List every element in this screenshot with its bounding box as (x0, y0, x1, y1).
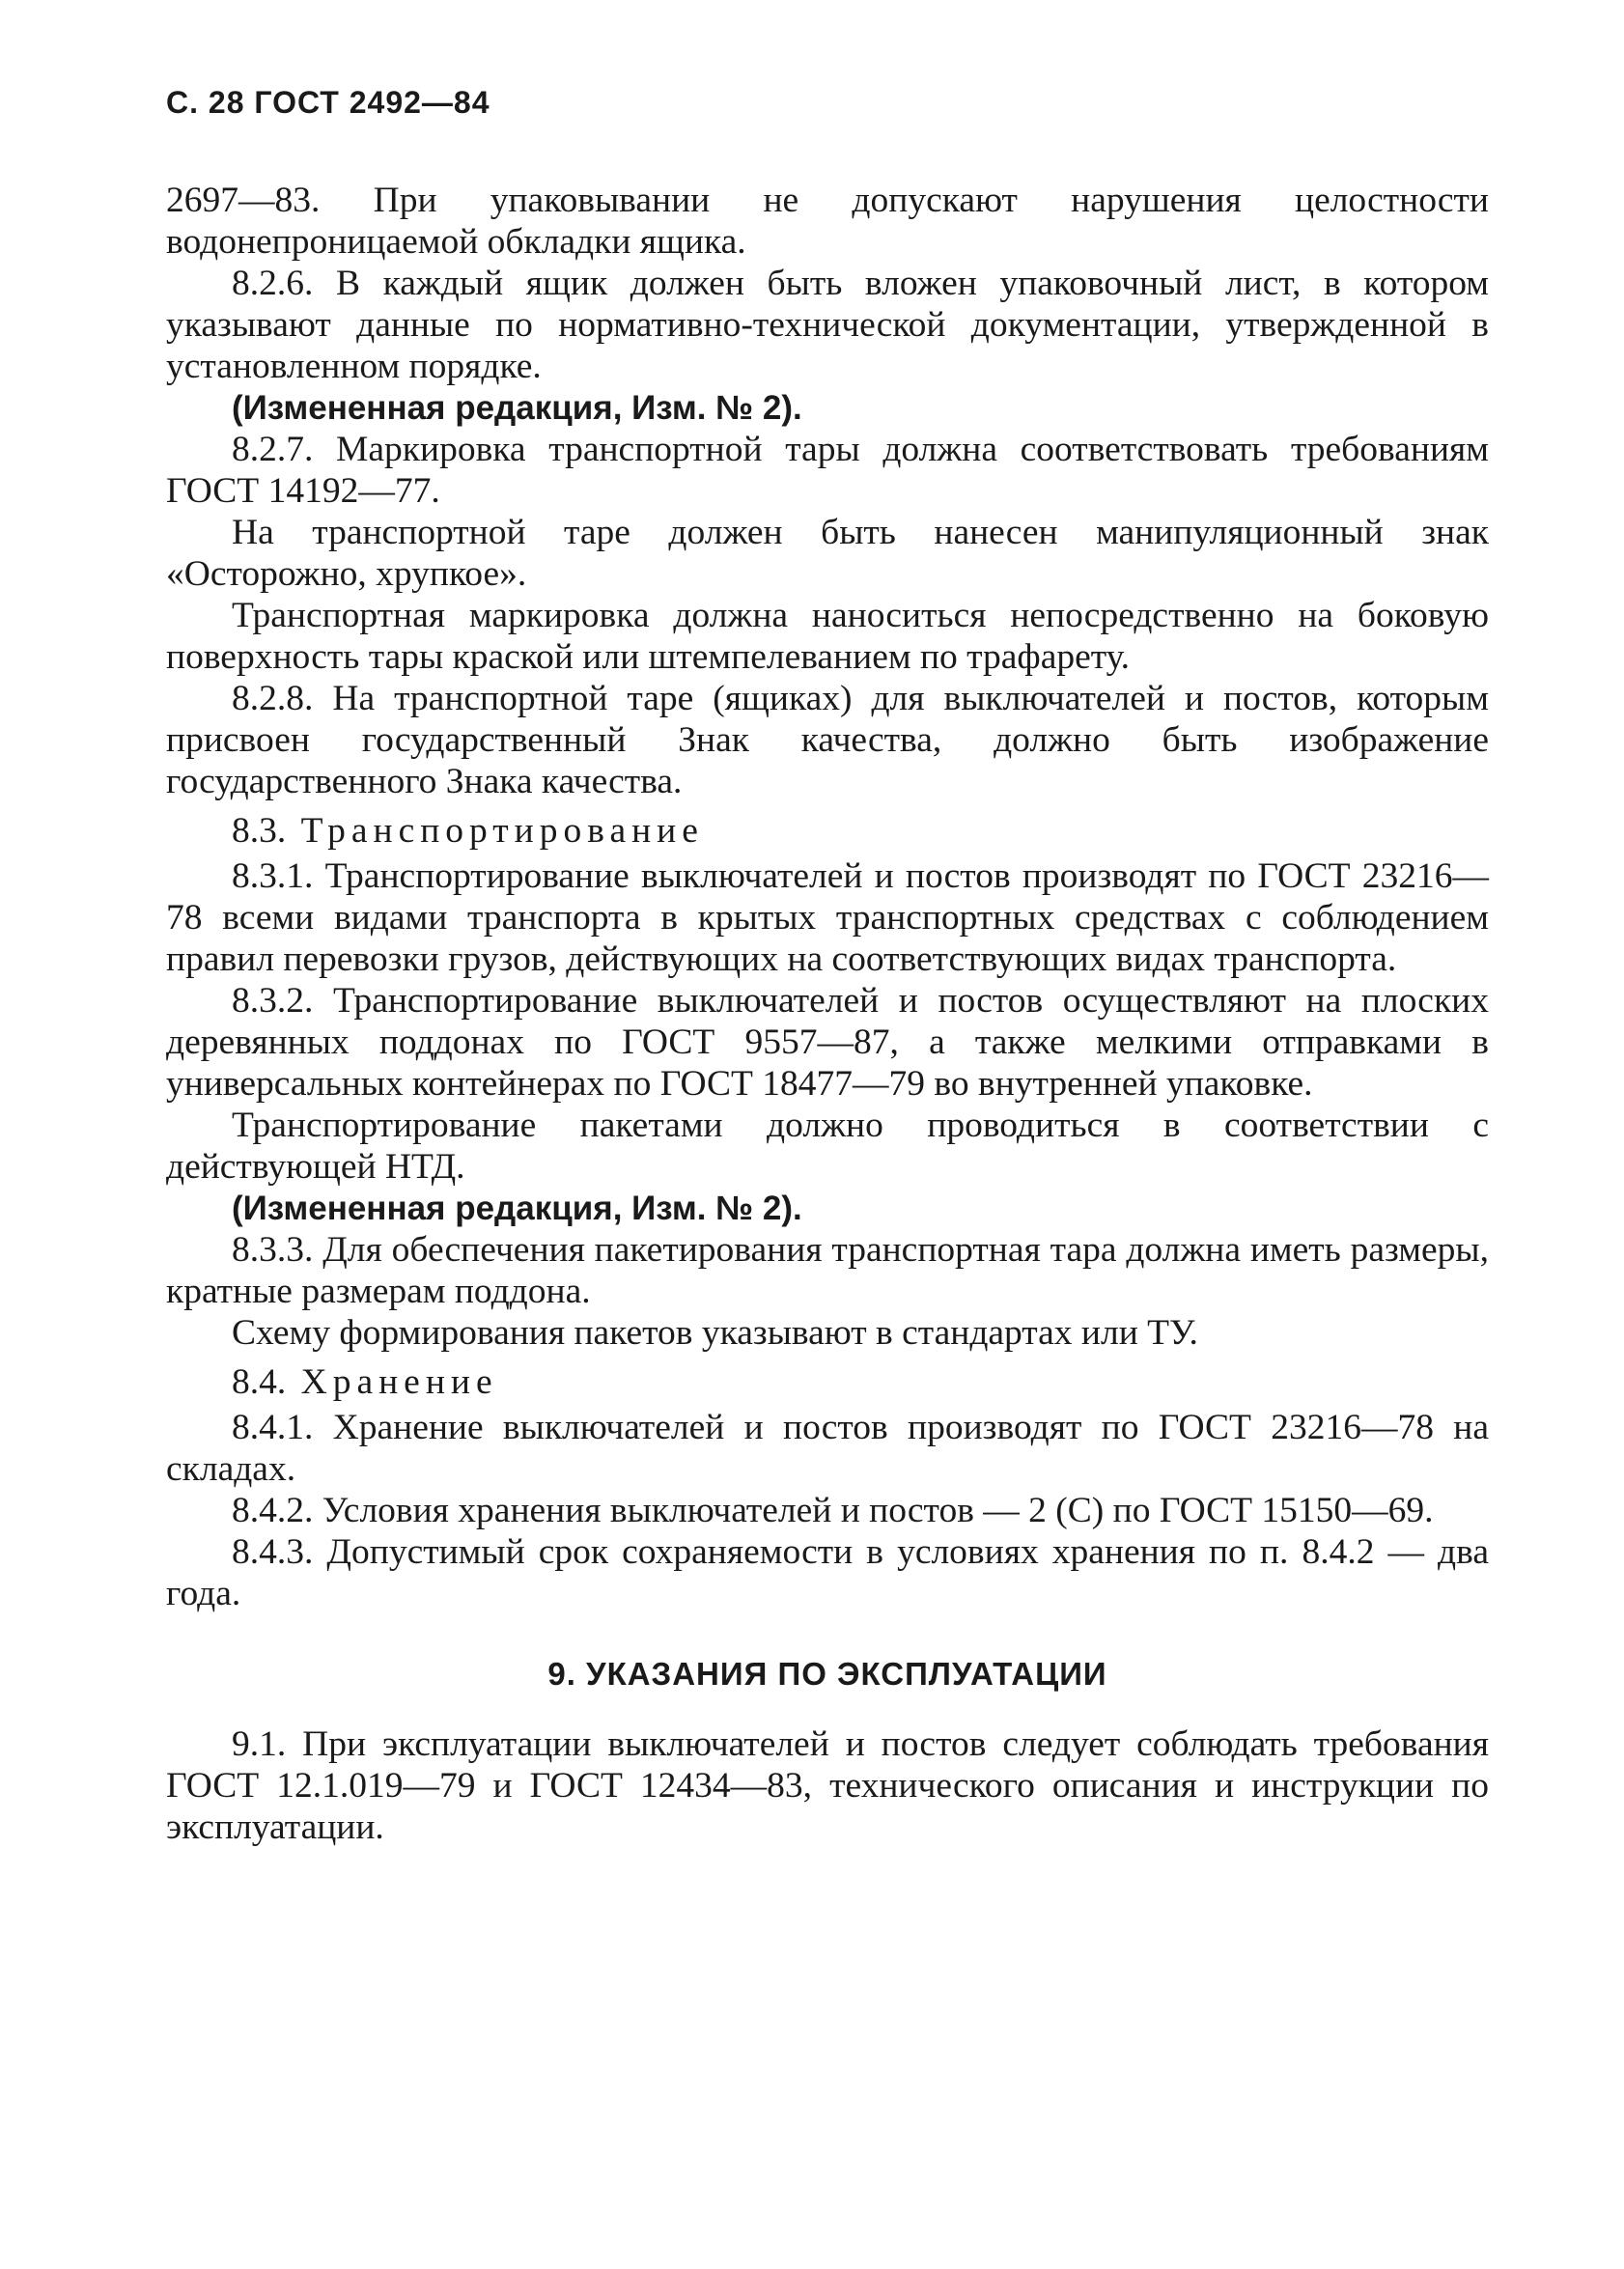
paragraph-8-2-8: 8.2.8. На транспортной таре (ящиках) для выключателей и постов, которым присвоен государственный Знак качества, должно быть изображение государственного Знака качества. (166, 679, 1489, 801)
subsection-8-3-title (166, 810, 1489, 852)
paragraph-package-scheme: Схему формирования пакетов указывают в стандартах или ТУ. (232, 1313, 1198, 1353)
subsection-8-4-number: 8.4. (232, 1362, 287, 1402)
amendment-note: (Измененная редакция, Изм. № 2). (232, 389, 802, 427)
paragraph-packages: Транспортирование пакетами должно проводиться в соответствии с действующей НТД. (166, 1106, 1489, 1187)
paragraph-8-4-1: 8.4.1. Хранение выключателей и постов производят по ГОСТ 23216—78 на складах. (166, 1408, 1489, 1489)
subsection-8-3-label: Транспортирование (300, 811, 704, 851)
paragraph-8-2-7: 8.2.7. Маркировка транспортной тары должна соответствовать требованиям ГОСТ 14192—77. (166, 430, 1489, 511)
paragraph-handling-sign: На транспортной таре должен быть нанесен манипуляционный знак «Осторожно, хрупкое». (166, 513, 1489, 594)
subsection-8-4-label: Хранение (300, 1362, 498, 1402)
paragraph-8-2-6: 8.2.6. В каждый ящик должен быть вложен упаковочный лист, в котором указывают данные по нормативно-технической документации, утвержденной в установленном порядке. (166, 264, 1489, 386)
paragraph-8-4-2: 8.4.2. Условия хранения выключателей и постов — 2 (С) по ГОСТ 15150—69. (232, 1491, 1434, 1530)
amendment-note-2: (Измененная редакция, Изм. № 2). (232, 1190, 802, 1227)
paragraph-8-4-3: 8.4.3. Допустимый срок сохраняемости в условиях хранения по п. 8.4.2 — два года. (166, 1532, 1489, 1613)
paragraph-9-1: 9.1. При эксплуатации выключателей и постов следует соблюдать требования ГОСТ 12.1.019—79 и ГОСТ 12434—83, технического описания и инструкции по эксплуатации. (166, 1724, 1489, 1847)
page-content (166, 180, 1489, 1848)
paragraph-8-3-1: 8.3.1. Транспортирование выключателей и постов производят по ГОСТ 23216—78 всеми видами транспорта в крытых транспортных средствах с соблюдением правил перевозки грузов, действующих на соответствующих видах транспорта. (166, 856, 1489, 979)
page-header: С. 28 ГОСТ 2492—84 (166, 85, 490, 120)
paragraph-8-3-2: 8.3.2. Транспортирование выключателей и постов осуществляют на плоских деревянных поддонах по ГОСТ 9557—87, а также мелкими отправками в универсальных контейнерах по ГОСТ 18477—79 во внутренней упаковке. (166, 981, 1489, 1104)
subsection-8-3-number: 8.3. (232, 811, 287, 851)
paragraph-continuation: 2697—83. При упаковывании не допускают нарушения целостности водонепроницаемой обкладки ящика. (166, 181, 1489, 262)
paragraph-8-3-3: 8.3.3. Для обеспечения пакетирования транспортная тара должна иметь размеры, кратные размерам поддона. (166, 1230, 1489, 1311)
section-9-title: 9. УКАЗАНИЯ ПО ЭКСПЛУАТАЦИИ (547, 1656, 1107, 1692)
subsection-8-4-title (166, 1361, 1489, 1403)
paragraph-transport-marking: Транспортная маркировка должна наноситься непосредственно на боковую поверхность тары краской или штемпелеванием по трафарету. (166, 596, 1489, 677)
